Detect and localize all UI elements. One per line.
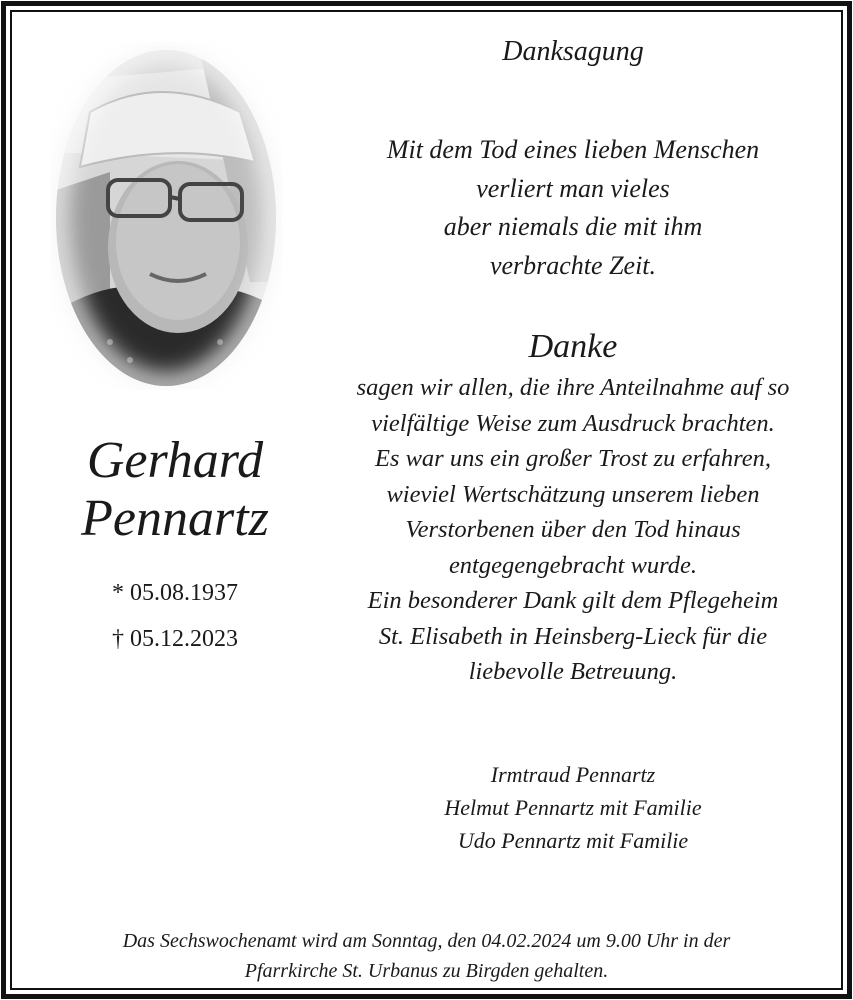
thanks-line: liebevolle Betreuung. (468, 658, 678, 685)
poem-line: verliert man vieles (476, 173, 670, 203)
thanks-line: Es war uns ein großer Trost zu erfahren, (374, 445, 772, 472)
birth-date: * 05.08.1937 (112, 580, 238, 606)
portrait-photo (50, 42, 282, 390)
family-member: Irmtraud Pennartz (490, 762, 656, 787)
family-member: Udo Pennartz mit Familie (457, 828, 689, 853)
thanks-line: St. Elisabeth in Heinsberg-Lieck für die (378, 622, 768, 650)
poem-line: Mit dem Tod eines lieben Menschen (386, 135, 760, 164)
poem-block (340, 131, 806, 285)
heading-danksagung: Danksagung (502, 36, 644, 67)
first-name: Gerhard (86, 432, 264, 489)
thanks-line: wieviel Wertschätzung unserem lieben (386, 480, 760, 508)
last-name: Pennartz (81, 490, 269, 547)
thanks-text (333, 370, 813, 690)
photo-content (50, 42, 282, 390)
service-line: Das Sechswochenamt wird am Sonntag, den 04.02.2024 um 9.00 Uhr in der (122, 930, 731, 952)
thanks-line: Verstorbenen über den Tod hinaus (405, 516, 741, 543)
family-member: Helmut Pennartz mit Familie (444, 795, 702, 820)
service-line: Pfarrkirche St. Urbanus zu Birgden gehalten. (244, 960, 609, 982)
thanks-heading: Danke (528, 328, 618, 365)
thanks-line: Ein besonderer Dank gilt dem Pflegeheim (367, 587, 779, 614)
deceased-name (40, 432, 310, 548)
thanks-line: sagen wir allen, die ihre Anteilnahme auf so (356, 374, 790, 401)
family-signatures (340, 758, 806, 857)
death-date: † 05.12.2023 (112, 626, 238, 652)
service-notice (30, 926, 823, 986)
thanks-line: vielfältige Weise zum Ausdruck brachten. (371, 409, 775, 437)
poem-line: aber niemals die mit ihm (443, 212, 703, 241)
poem-line: verbrachte Zeit. (489, 250, 657, 280)
thanks-line: entgegengebracht wurde. (448, 551, 698, 579)
